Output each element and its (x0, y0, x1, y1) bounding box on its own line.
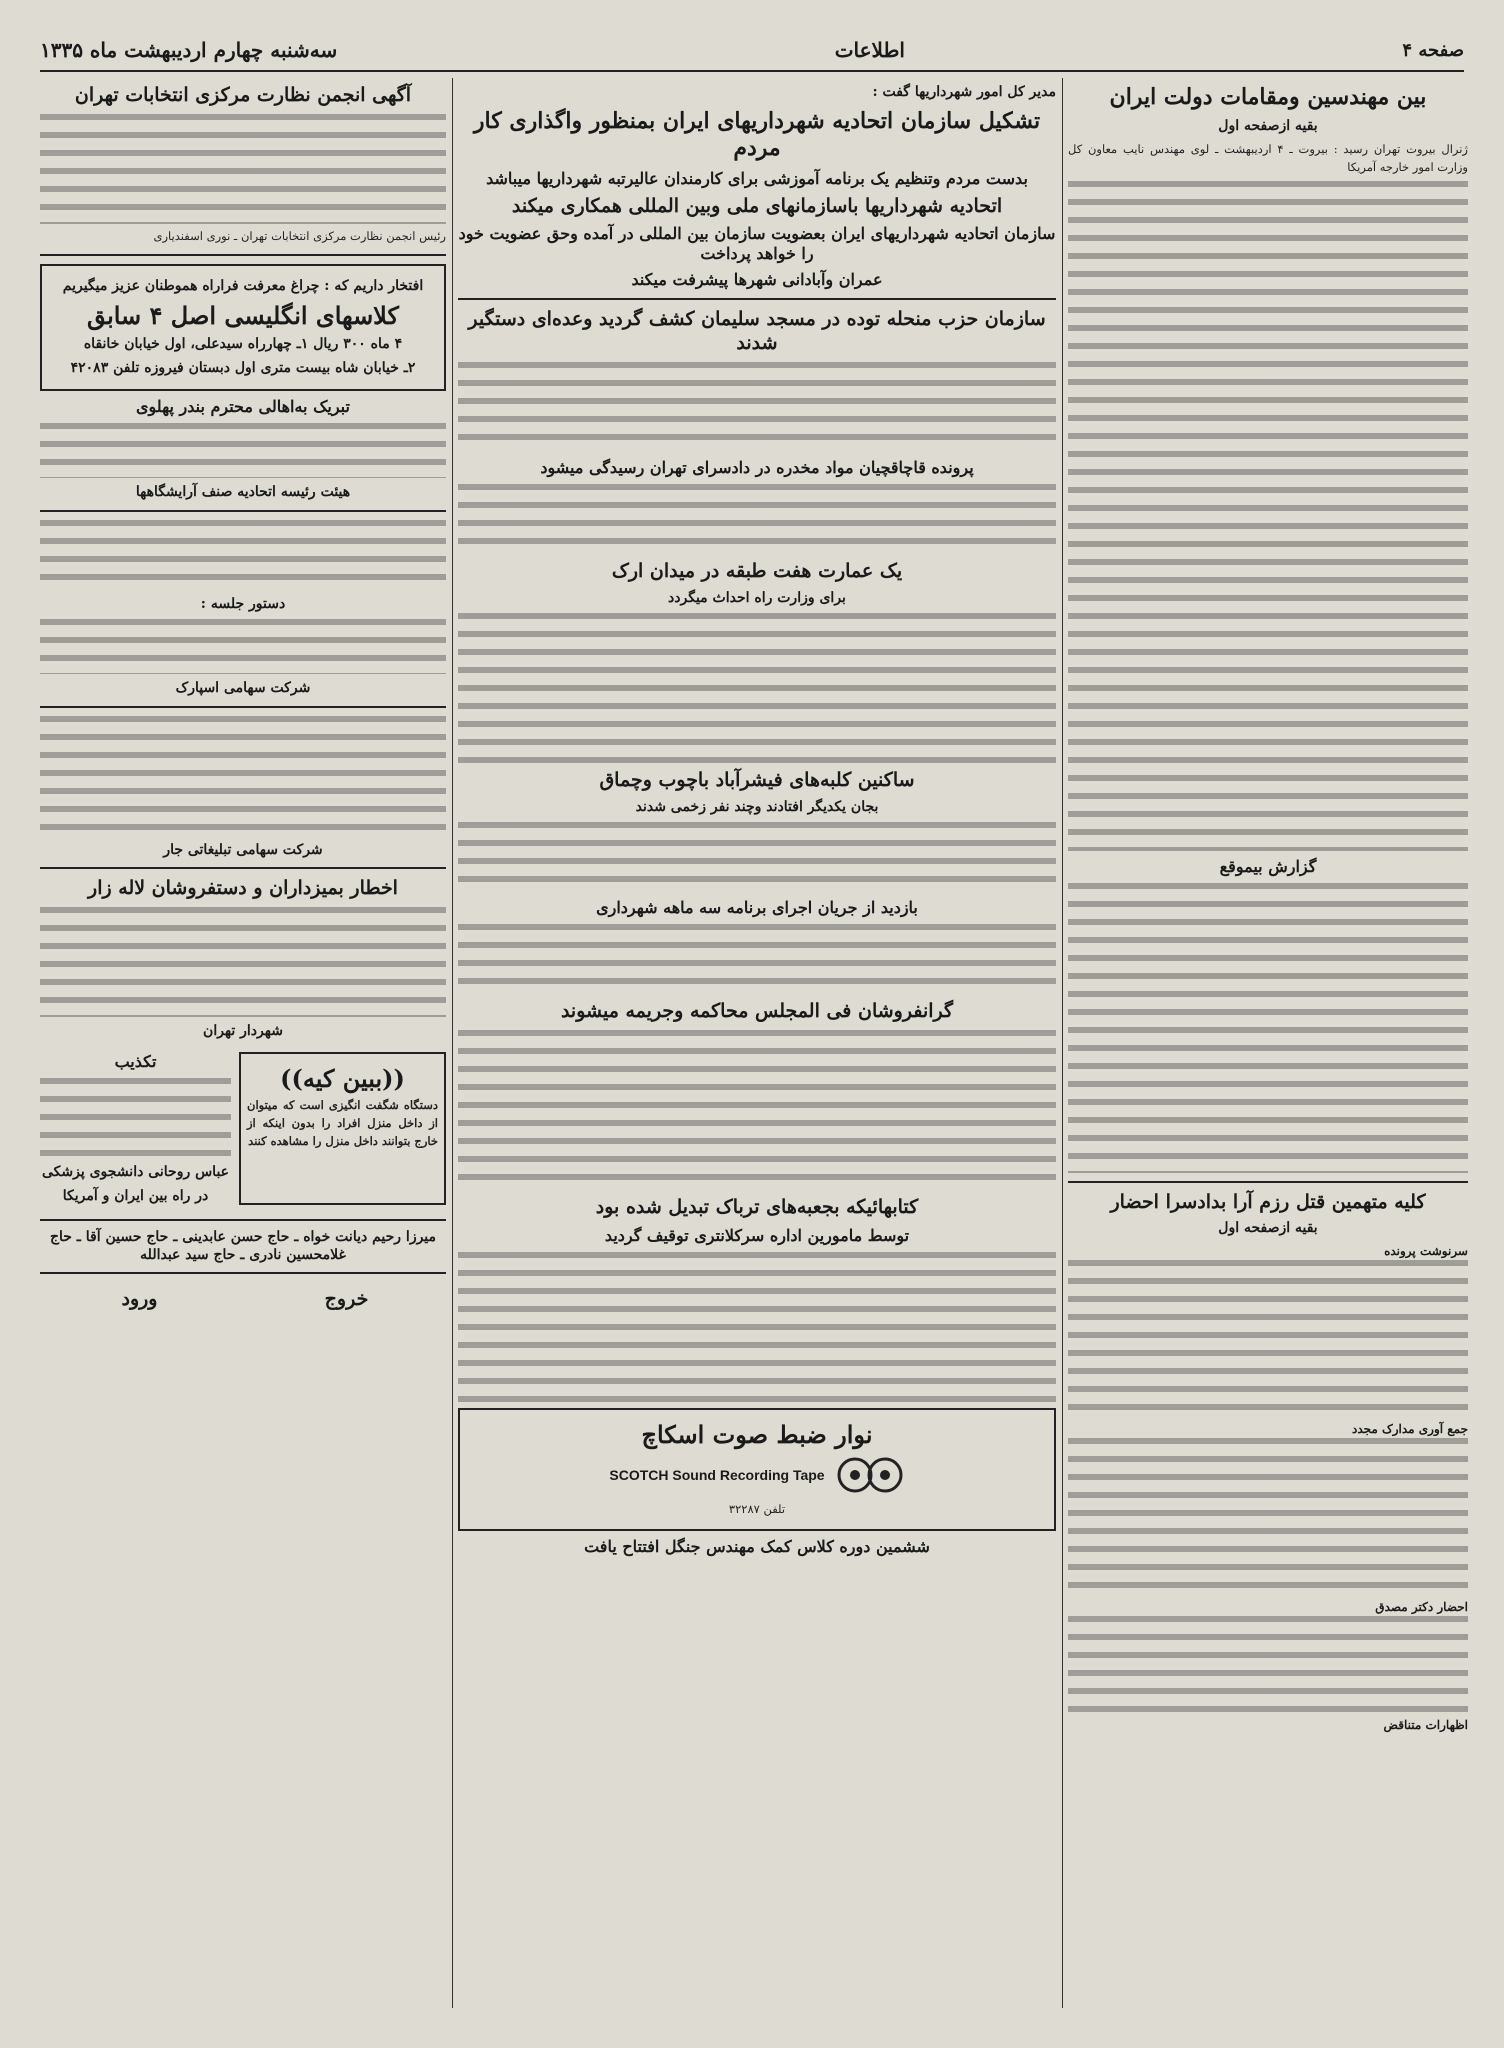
tape-reel-icon (835, 1455, 905, 1495)
ad-line: افتخار داریم که : چراغ معرفت فراراه هموطنان عزیز میگیریم (62, 277, 424, 294)
paper-name: اطلاعات (834, 38, 905, 62)
article-body (458, 1030, 1056, 1190)
headline: بین مهندسین ومقامات دولت ایران (1109, 84, 1427, 110)
headline: گرانفروشان فی المجلس محاکمه وجریمه میشوند (560, 1000, 954, 1023)
page-label: صفحه ۴ (1402, 39, 1464, 61)
headline: ساکنین کلبه‌های فیشرآباد باچوب وچماق (599, 769, 915, 791)
headline: یک عمارت هفت طبقه در میدان ارک (611, 559, 903, 582)
notice-signature: رئیس انجمن نظارت مرکزی انتخابات تهران ـ نوری اسفندیاری (153, 228, 446, 243)
notice-title: آگهی انجمن نظارت مرکزی انتخابات تهران (74, 84, 412, 106)
article-body (458, 362, 1056, 452)
article-body (1068, 1616, 1468, 1716)
deck: اتحادیه شهرداریها باسازمانهای ملی وبین المللی همکاری میکند (511, 194, 1003, 217)
article-body (458, 613, 1056, 763)
column-rule (452, 78, 453, 2008)
article-body (1068, 1438, 1468, 1598)
divider (458, 298, 1056, 300)
cinema-ad (239, 1052, 446, 1205)
divider (40, 1272, 446, 1274)
names-line: میرزا رحیم دیانت خواه ـ حاج حسن عابدینی ـ حاج حسین آقا ـ حاج غلامحسین نادری ـ حاج سید عبدالله (49, 1229, 437, 1263)
article-body (458, 484, 1056, 554)
warning-body (40, 907, 446, 1017)
ad-brand: نوار ضبط صوت اسکاچ (641, 1419, 873, 1449)
notice-body (40, 114, 446, 224)
subheading: جمع آوری مدارک مجدد (1351, 1421, 1468, 1436)
divider (40, 254, 446, 256)
deck: سازمان اتحادیه شهرداریهای ایران بعضویت سازمان بین المللی در آمده وحق عضویت خود را خواهد پرداخت (458, 224, 1056, 264)
ad-brand-en: SCOTCH Sound Recording Tape (609, 1466, 825, 1483)
warning-title: اخطار بمیزداران و دستفروشان لاله زار (88, 877, 398, 900)
deck: عمران وآبادانی شهرها پیشرفت میکند (631, 270, 883, 290)
column-right (1068, 78, 1468, 1998)
subheading: سرنوشت پرونده (1384, 1243, 1468, 1258)
cinema-subtitle: دستگاه شگفت انگیزی است که میتوان از داخل منزل افراد را بدون اینکه از خارج بتوانند داخل منزل را مشاهده کنند (247, 1098, 438, 1148)
company-signature: شرکت سهامی تبلیغاتی جار (163, 841, 323, 858)
masthead (40, 30, 1464, 72)
cinema-title: ((ببین کیه)) (280, 1064, 405, 1094)
ad-logo (466, 1455, 1048, 1495)
article-body (458, 822, 1056, 892)
subheading: توسط مامورین اداره سرکلانتری توقیف گردید (604, 1225, 910, 1245)
warning-signature: شهردار تهران (203, 1022, 283, 1039)
article-body (1068, 883, 1468, 1173)
ads-row (40, 1046, 446, 1211)
column-rule (1062, 78, 1063, 2008)
issue-date: سه‌شنبه چهارم اردیبهشت ماه ۱۳۳۵ (40, 38, 338, 62)
headline: سازمان حزب منحله توده در مسجد سلیمان کشف گردید وعده‌ای دستگیر شدند (468, 308, 1046, 354)
divider (40, 1219, 446, 1221)
subheading: اظهارات متناقض (1383, 1717, 1468, 1732)
travel-title: در راه بین ایران و آمریکا (62, 1187, 209, 1204)
deck: بدست مردم وتنظیم یک برنامه آموزشی برای کارمندان عالیرتبه شهرداریها میباشد (486, 168, 1028, 188)
article-body (458, 924, 1056, 994)
ad-headline: کلاسهای انگلیسی اصل ۴ سابق (87, 301, 399, 331)
ad-line: ۴ ماه ۳۰۰ ریال ۱ـ چهارراه سیدعلی، اول خیابان خانقاه (83, 336, 403, 353)
headline: تشکیل سازمان اتحادیه شهرداریهای ایران بمنظور واگذاری کار مردم (473, 107, 1041, 161)
congrats-title: تبریک به‌اهالی محترم بندر پهلوی (136, 397, 350, 417)
denial-body (40, 1078, 231, 1158)
column-left (40, 78, 446, 1998)
exit-title: خروج (324, 1288, 369, 1311)
exit-entry-row (40, 1282, 446, 1318)
article-body (1068, 1260, 1468, 1420)
subheading: برای وزارت راه احداث میگردد (668, 589, 846, 606)
agenda-title: دستور جلسه : (200, 595, 286, 612)
ad-phone: تلفن ۳۲۲۸۷ (728, 1501, 786, 1516)
headline: کتابهائیکه بجعبه‌های ترباک تبدیل شده بود (595, 1196, 919, 1218)
agenda-body (40, 619, 446, 674)
headline: بازدید از جریان اجرای برنامه سه ماهه شهرداری (596, 898, 918, 918)
ad-line: ۲ـ خیابان شاه بیست متری اول دبستان فیروزه تلفن ۴۲۰۸۳ (70, 359, 416, 376)
article-body (458, 1252, 1056, 1402)
subheading: احضار دکتر مصدق (1375, 1599, 1468, 1614)
headline: کلیه متهمین قتل رزم آرا بدادسرا احضار (1110, 1190, 1426, 1213)
entry-title: ورود (121, 1288, 158, 1311)
section-heading: گزارش بیموقع (1219, 856, 1317, 876)
english-class-ad (40, 264, 446, 392)
divider (40, 510, 446, 512)
denial-signature: عباس روحانی دانشجوی پزشکی (41, 1164, 230, 1181)
congrats-body (40, 423, 446, 478)
kicker: مدیر کل امور شهرداریها گفت : (872, 84, 1056, 100)
scotch-ad (458, 1408, 1056, 1531)
congrats-signature: هیئت رئیسه اتحادیه صنف آرایشگاهها (135, 484, 351, 501)
divider (1068, 1181, 1468, 1183)
meeting-notice-body (40, 716, 446, 836)
lead-paragraph: ژنرال بیروت تهران رسید : بیروت ـ ۴ اردیبهشت ـ لوی مهندس نایب معاون کل وزارت امور خارجه آمریکا (1068, 142, 1468, 174)
column-center (458, 78, 1056, 1998)
article-body (1068, 181, 1468, 851)
headline: پرونده قاچاقچیان مواد مخدره در دادسرای تهران رسیدگی میشود (540, 457, 974, 477)
denial-title: تکذیب (114, 1052, 157, 1072)
company-signature: شرکت سهامی اسپارک (175, 680, 311, 697)
headline: ششمین دوره کلاس کمک مهندس جنگل افتتاح یافت (584, 1536, 930, 1556)
meeting-notice-body (40, 520, 446, 590)
divider (40, 706, 446, 708)
subheading: بجان یکدیگر افتادند وچند نفر زخمی شدند (635, 798, 879, 815)
continued-label: بقیه ازصفحه اول (1218, 117, 1318, 134)
side-ads (40, 1046, 231, 1211)
continued-label: بقیه ازصفحه اول (1218, 1220, 1318, 1237)
divider (40, 867, 446, 869)
